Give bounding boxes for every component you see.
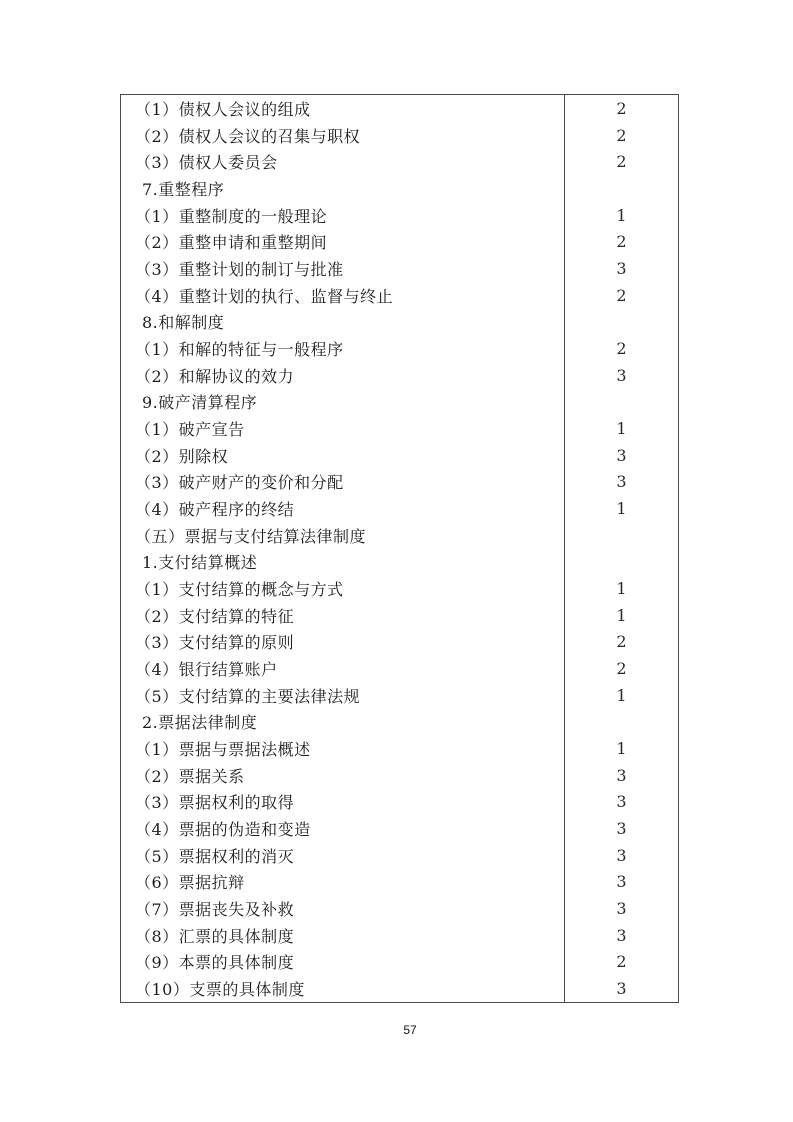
table-row <box>121 548 678 575</box>
topic-cell: （3）票据权利的取得 <box>121 788 565 815</box>
table-row <box>121 335 678 362</box>
score-cell: 2 <box>616 952 627 972</box>
score-cell: 3 <box>616 979 627 998</box>
table-row <box>121 708 678 735</box>
score-cell: 3 <box>616 818 627 838</box>
score-cell <box>565 708 678 735</box>
score-cell: 2 <box>616 658 627 678</box>
score-cell: 1 <box>616 738 627 758</box>
topic-cell: （1）债权人会议的组成 <box>121 95 565 122</box>
table-row <box>121 975 678 1002</box>
table-row <box>121 495 678 522</box>
table-row <box>121 522 678 549</box>
topic-cell: （3）破产财产的变价和分配 <box>121 468 565 495</box>
table-row <box>121 815 678 842</box>
score-cell: 2 <box>616 125 627 145</box>
score-cell: 3 <box>616 365 627 385</box>
score-cell: 3 <box>616 258 627 278</box>
topic-cell: （2）债权人会议的召集与职权 <box>121 122 565 149</box>
score-cell: 3 <box>616 792 627 812</box>
topic-cell: （2）别除权 <box>121 442 565 469</box>
score-cell <box>565 388 678 415</box>
table-row <box>121 442 678 469</box>
table-row <box>121 735 678 762</box>
topic-cell: （3）债权人委员会 <box>121 148 565 175</box>
topic-cell: （2）票据关系 <box>121 762 565 789</box>
score-cell: 1 <box>616 418 627 438</box>
score-cell: 2 <box>616 632 627 652</box>
score-cell <box>565 175 678 202</box>
topic-cell: 8.和解制度 <box>121 308 565 335</box>
score-cell <box>565 548 678 575</box>
topic-cell: （1）破产宣告 <box>121 415 565 442</box>
score-cell: 2 <box>616 152 627 172</box>
table-row <box>121 175 678 202</box>
topic-cell: （2）和解协议的效力 <box>121 362 565 389</box>
table-row <box>121 842 678 869</box>
topic-cell: （6）票据抗辩 <box>121 868 565 895</box>
score-cell: 1 <box>616 498 627 518</box>
table-row <box>121 655 678 682</box>
topic-cell: （5）票据权利的消灭 <box>121 842 565 869</box>
table-row <box>121 95 678 122</box>
table-row <box>121 682 678 709</box>
topic-cell: （3）重整计划的制订与批准 <box>121 255 565 282</box>
table-row <box>121 468 678 495</box>
topic-cell: （4）票据的伪造和变造 <box>121 815 565 842</box>
score-cell: 3 <box>616 898 627 918</box>
topic-cell: （8）汇票的具体制度 <box>121 922 565 949</box>
table-row <box>121 148 678 175</box>
topic-cell: （4）银行结算账户 <box>121 655 565 682</box>
topic-cell: （2）重整申请和重整期间 <box>121 228 565 255</box>
table-row <box>121 788 678 815</box>
score-cell: 1 <box>616 578 627 598</box>
score-cell: 2 <box>616 232 627 252</box>
score-cell: 3 <box>616 925 627 945</box>
topic-cell: （1）支付结算的概念与方式 <box>121 575 565 602</box>
table-row <box>121 949 678 976</box>
topic-cell: （4）破产程序的终结 <box>121 495 565 522</box>
score-cell: 3 <box>616 472 627 492</box>
topic-cell: （3）支付结算的原则 <box>121 628 565 655</box>
score-cell: 3 <box>616 765 627 785</box>
score-cell: 2 <box>616 98 627 118</box>
syllabus-table <box>120 94 679 1003</box>
score-cell <box>565 522 678 549</box>
topic-cell: （5）支付结算的主要法律法规 <box>121 682 565 709</box>
table-row <box>121 602 678 629</box>
table-row <box>121 282 678 309</box>
score-cell: 3 <box>616 445 627 465</box>
topic-cell: （1）和解的特征与一般程序 <box>121 335 565 362</box>
topic-cell: 1.支付结算概述 <box>121 548 565 575</box>
topic-cell: 9.破产清算程序 <box>121 388 565 415</box>
table-row <box>121 202 678 229</box>
table-row <box>121 308 678 335</box>
topic-cell: （1）重整制度的一般理论 <box>121 202 565 229</box>
topic-cell: （2）支付结算的特征 <box>121 602 565 629</box>
table-row <box>121 362 678 389</box>
score-cell: 2 <box>616 285 627 305</box>
topic-cell: （五）票据与支付结算法律制度 <box>121 522 565 549</box>
topic-cell: （7）票据丧失及补救 <box>121 895 565 922</box>
table-row <box>121 122 678 149</box>
table-row <box>121 388 678 415</box>
topic-cell: 7.重整程序 <box>121 175 565 202</box>
topic-cell: （9）本票的具体制度 <box>121 949 565 976</box>
topic-cell: （4）重整计划的执行、监督与终止 <box>121 282 565 309</box>
score-cell: 1 <box>616 205 627 225</box>
table-row <box>121 762 678 789</box>
topic-cell: 2.票据法律制度 <box>121 708 565 735</box>
table-row <box>121 922 678 949</box>
topic-cell: （10）支票的具体制度 <box>121 975 565 1002</box>
score-cell: 1 <box>616 605 627 625</box>
topic-cell: （1）票据与票据法概述 <box>121 735 565 762</box>
table-row <box>121 895 678 922</box>
table-row <box>121 868 678 895</box>
table-row <box>121 575 678 602</box>
table-row <box>121 255 678 282</box>
score-cell: 3 <box>616 872 627 892</box>
table-row <box>121 228 678 255</box>
score-cell: 3 <box>616 845 627 865</box>
table-row <box>121 628 678 655</box>
table-row <box>121 415 678 442</box>
score-cell: 2 <box>616 338 627 358</box>
page-number: 57 <box>403 1023 417 1037</box>
score-cell: 1 <box>616 685 627 705</box>
score-cell <box>565 308 678 335</box>
